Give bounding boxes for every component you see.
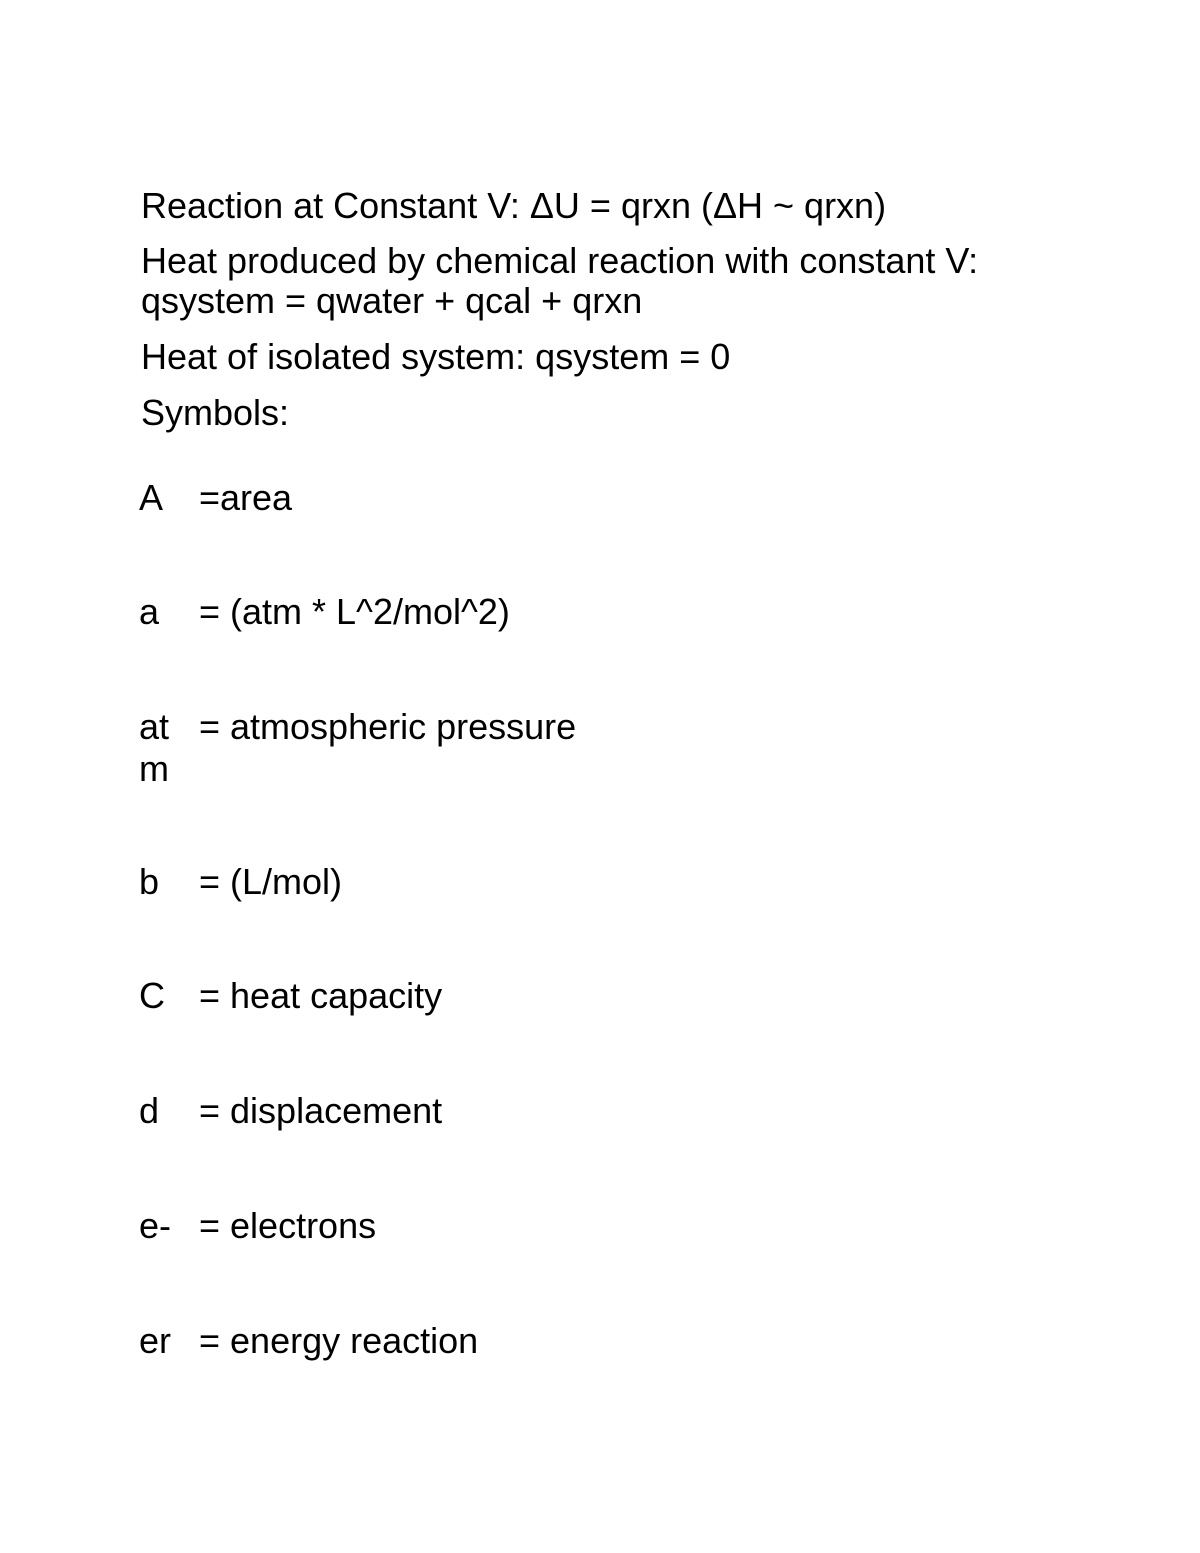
symbol-definition: = (atm * L^2/mol^2) [199,591,510,632]
symbol-definition: = heat capacity [199,975,443,1016]
symbols-heading: Symbols: [141,392,290,433]
symbol-key: atm [139,706,170,789]
symbol-key: er [139,1320,172,1361]
constant-volume-reaction-line: Reaction at Constant V: ΔU = qrxn (ΔH ~ qrxn) [141,185,887,226]
symbol-key: C [139,975,165,1016]
symbol-definition: = atmospheric pressure [199,706,577,747]
heat-produced-heading-line: Heat produced by chemical reaction with constant V: [141,240,979,281]
symbol-definition: =area [199,477,293,518]
symbol-definition: = (L/mol) [199,861,343,902]
qsystem-equation-line: qsystem = qwater + qcal + qrxn [141,280,643,321]
symbol-key: d [139,1090,160,1131]
isolated-system-line: Heat of isolated system: qsystem = 0 [141,336,731,377]
symbol-key: e- [139,1205,172,1246]
symbol-definition: = displacement [199,1090,443,1131]
symbol-key: A [139,477,164,518]
symbol-definition: = electrons [199,1205,377,1246]
symbol-key: b [139,861,160,902]
symbol-key: a [139,591,160,632]
symbol-definition: = energy reaction [199,1320,479,1361]
